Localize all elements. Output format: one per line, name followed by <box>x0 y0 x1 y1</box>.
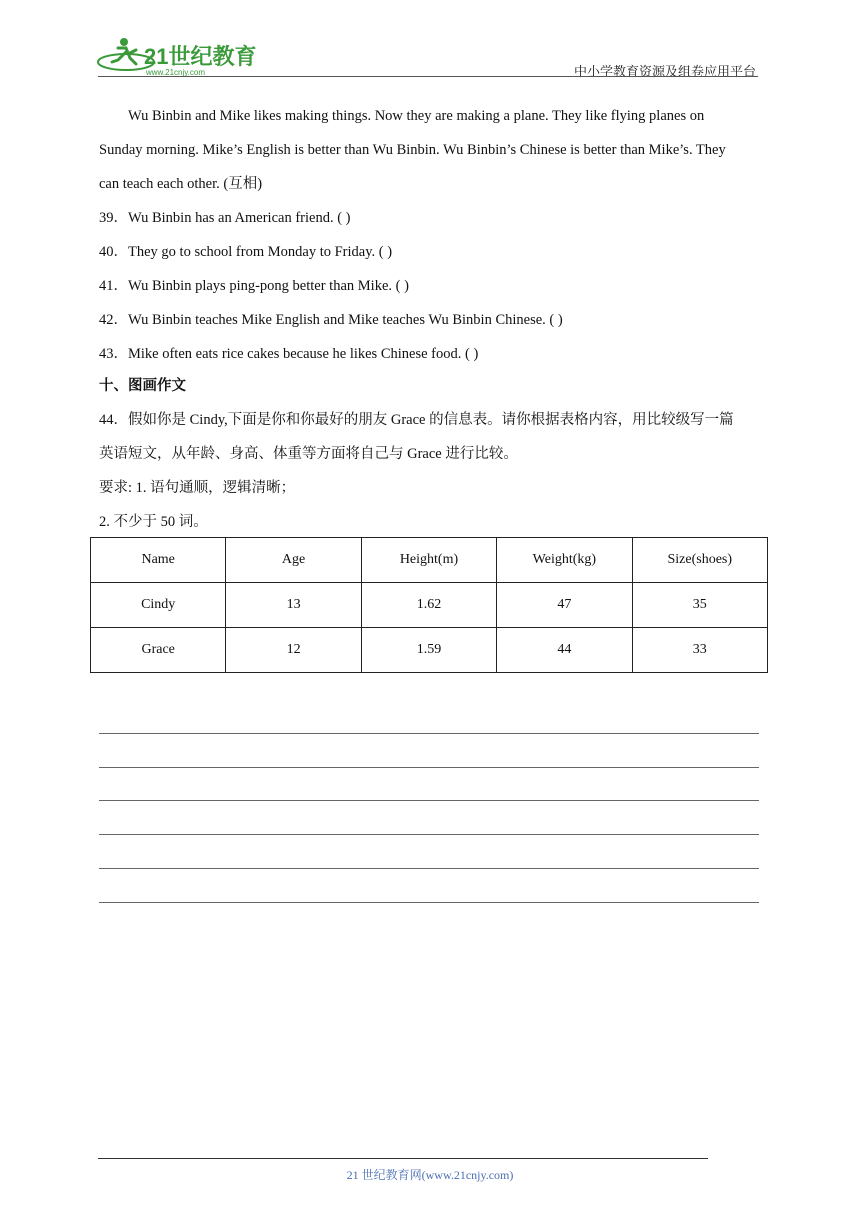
table-row <box>91 583 768 628</box>
table-cell: 33 <box>632 628 767 673</box>
table-cell: 47 <box>497 583 632 628</box>
logo-text: 21世纪教育 <box>144 44 257 69</box>
passage-line-1: Wu Binbin and Mike likes making things. Now they are making a plane. They like flying planes on <box>128 108 705 124</box>
answer-line-5[interactable] <box>99 868 759 869</box>
writing-prompt-line-2: 英语短文，从年龄、身高、体重等方面将自己与 Grace 进行比较。 <box>99 446 518 462</box>
answer-line-6[interactable] <box>99 902 759 903</box>
question-39: 39．Wu Binbin has an American friend. ( ) <box>99 210 351 226</box>
section-title: 十、图画作文 <box>99 378 186 394</box>
table-cell: 44 <box>497 628 632 673</box>
passage-line-3: can teach each other. (互相) <box>99 176 263 192</box>
question-42: 42．Wu Binbin teaches Mike English and Mike teaches Wu Binbin Chinese. ( ) <box>99 312 563 328</box>
footer-site-link[interactable]: 21 世纪教育网(www.21cnjy.com) <box>346 1168 514 1182</box>
table-row <box>91 628 768 673</box>
table-header-cell: Weight(kg) <box>497 538 632 583</box>
table-header-cell: Age <box>226 538 361 583</box>
logo-url: www.21cnjy.com <box>146 68 205 77</box>
passage-line-2: Sunday morning. Mike’s English is better than Wu Binbin. Wu Binbin’s Chinese is better than Mike’s. They <box>99 142 726 158</box>
table-header-row <box>91 538 768 583</box>
answer-line-3[interactable] <box>99 800 759 801</box>
writing-requirement-1: 要求: 1. 语句通顺，逻辑清晰； <box>99 480 296 496</box>
question-41: 41．Wu Binbin plays ping-pong better than Mike. ( ) <box>99 278 409 294</box>
info-table <box>90 537 768 673</box>
table-cell: 1.59 <box>361 628 496 673</box>
table-cell: 13 <box>226 583 361 628</box>
header-divider <box>98 76 758 77</box>
header-platform-name: 中小学教育资源及组卷应用平台 <box>573 64 756 79</box>
answer-line-2[interactable] <box>99 767 759 768</box>
table-header-cell: Height(m) <box>361 538 496 583</box>
table-header-cell: Size(shoes) <box>632 538 767 583</box>
question-43: 43．Mike often eats rice cakes because he likes Chinese food. ( ) <box>99 346 479 362</box>
answer-line-4[interactable] <box>99 834 759 835</box>
table-cell: Grace <box>91 628 226 673</box>
table-cell: 35 <box>632 583 767 628</box>
table-cell: 1.62 <box>361 583 496 628</box>
table-cell: Cindy <box>91 583 226 628</box>
writing-requirement-2: 2. 不少于 50 词。 <box>99 514 208 530</box>
table-cell: 12 <box>226 628 361 673</box>
question-40: 40．They go to school from Monday to Friday. ( ) <box>99 244 393 260</box>
writing-prompt-line-1: 44．假如你是 Cindy,下面是你和你最好的朋友 Grace 的信息表。请你根据表格内容，用比较级写一篇 <box>99 412 734 428</box>
footer-divider <box>98 1158 708 1159</box>
answer-line-1[interactable] <box>99 733 759 734</box>
table-header-cell: Name <box>91 538 226 583</box>
logo-runner-icon <box>96 36 266 80</box>
site-logo <box>96 36 266 80</box>
